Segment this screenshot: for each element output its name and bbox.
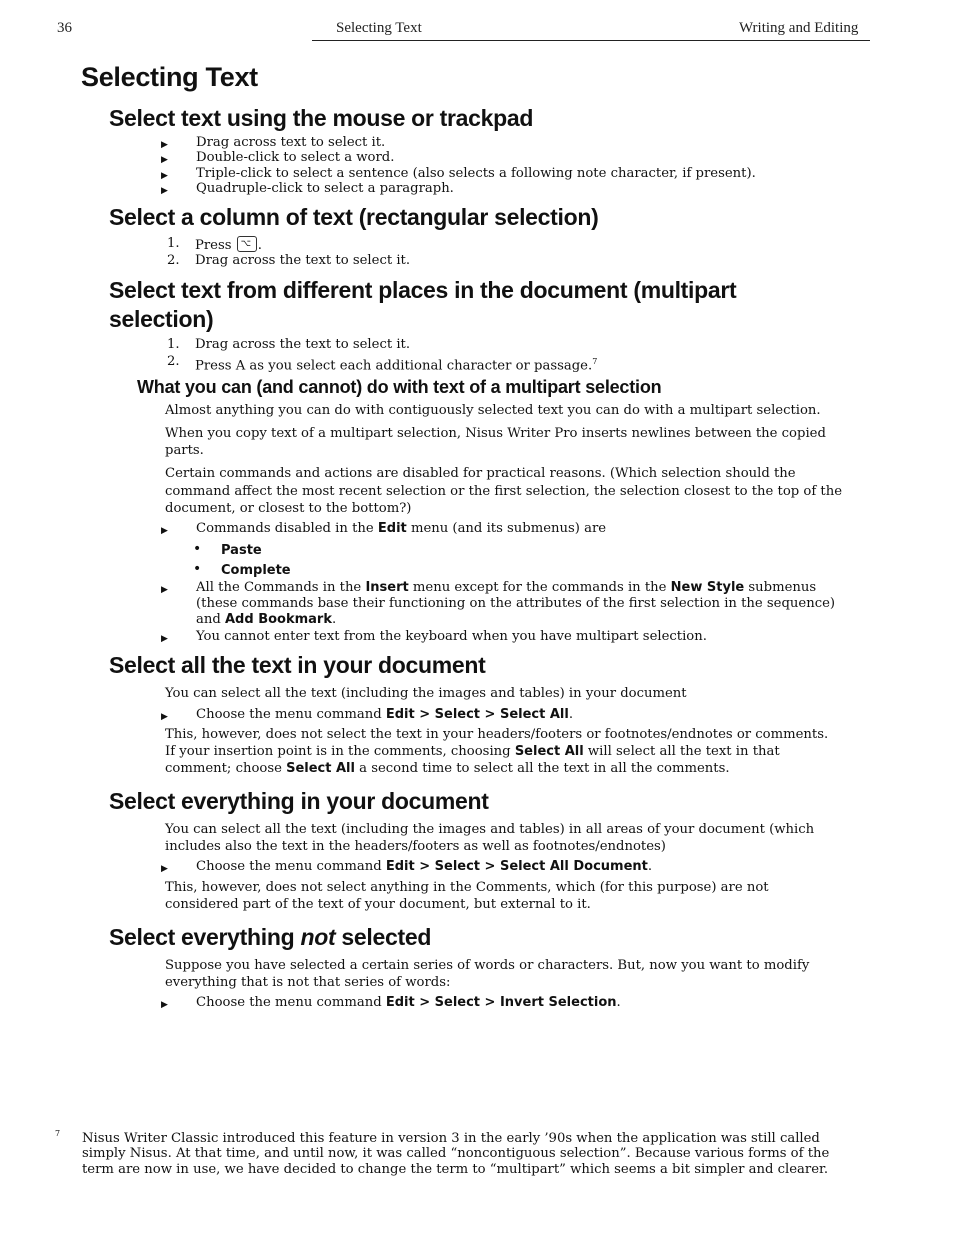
list-item: You cannot enter text from the keyboard when you have multipart selection.: [196, 629, 707, 644]
command-paste: Paste: [221, 543, 262, 558]
command-select-all: Select All: [514, 744, 584, 759]
bullet-icon: ▶: [161, 864, 168, 874]
step-number: 2.: [167, 354, 180, 369]
text: Choose the menu command: [196, 859, 386, 874]
list-item: Drag across text to select it.: [196, 135, 386, 150]
menu-select: Select: [434, 995, 481, 1010]
menu-select-all: Select All: [499, 707, 569, 722]
menu-invert-selection: Invert Selection: [499, 995, 617, 1010]
text: .: [568, 707, 574, 722]
footnote-reference[interactable]: 7: [592, 357, 598, 366]
paragraph: You can select all the text (including the images and tables) in your document: [165, 686, 687, 701]
text: will select all the text in that: [583, 744, 780, 759]
paragraph-line: Suppose you have selected a certain series of words or characters. But, now you want to modify: [165, 958, 810, 973]
step-number: 1.: [167, 337, 180, 352]
step-number: 2.: [167, 253, 180, 268]
text: a second time to select all the text in all the comments.: [354, 761, 730, 776]
footnote-line: term are now in use, we have decided to change the term to “multipart” which seems a bit simpler and clearer.: [82, 1162, 829, 1177]
heading-multipart-selection-l2: selection): [109, 306, 214, 332]
menu-edit: Edit: [385, 995, 415, 1010]
dot-bullet-icon: •: [193, 561, 202, 577]
menu-select: Select: [434, 707, 481, 722]
paragraph-line: includes also the text in the headers/footers as well as footnotes/endnotes): [165, 839, 666, 854]
heading-emphasis: not: [300, 924, 336, 950]
text: Choose the menu command: [196, 707, 386, 722]
menu-select: Select: [434, 859, 481, 874]
bullet-icon: ▶: [161, 585, 168, 595]
heading-multipart-capabilities: What you can (and cannot) do with text of a multipart selection: [137, 377, 662, 397]
step-text: Press A as you select each additional character or passage.: [195, 358, 593, 374]
list-item: Double-click to select a word.: [196, 150, 395, 165]
menu-separator: >: [414, 707, 435, 722]
heading-text: selected: [335, 924, 432, 950]
menu-name-edit: Edit: [377, 521, 407, 536]
paragraph-line: You can select all the text (including the images and tables) in all areas of your document (which: [165, 822, 815, 837]
list-item: Quadruple-click to select a paragraph.: [196, 181, 454, 196]
menu-edit: Edit: [385, 707, 415, 722]
menu-name-insert: Insert: [365, 580, 409, 595]
bullet-icon: ▶: [161, 634, 168, 644]
paragraph-line: document, or closest to the bottom?): [165, 501, 412, 516]
list-item: [196, 521, 606, 538]
bullet-icon: ▶: [161, 171, 168, 181]
text: submenus: [744, 580, 817, 595]
step-press-option: [195, 236, 262, 255]
paragraph-line: This, however, does not select the text in your headers/footers or footnotes/endnotes or comments.: [165, 727, 829, 742]
footnote-marker: 7: [55, 1129, 61, 1138]
paragraph-line: [165, 744, 780, 761]
menu-command-instruction: [196, 859, 652, 876]
menu-separator: >: [414, 859, 435, 874]
command-complete: Complete: [221, 563, 291, 578]
paragraph-line: considered part of the text of your document, but external to it.: [165, 897, 591, 912]
menu-separator: >: [480, 859, 500, 874]
menu-name-new-style: New Style: [670, 580, 745, 595]
page-title: Selecting Text: [81, 62, 258, 92]
heading-invert-selection: [109, 924, 431, 951]
paragraph: Almost anything you can do with contiguously selected text you can do with a multipart selection.: [165, 403, 821, 418]
menu-command-instruction: [196, 707, 573, 724]
paragraph-line: Certain commands and actions are disabled for practical reasons. (Which selection should the: [165, 466, 796, 481]
bullet-icon: ▶: [161, 1000, 168, 1010]
page-number: 36: [57, 20, 72, 36]
text: .: [616, 995, 621, 1010]
heading-select-everything: Select everything in your document: [109, 788, 489, 814]
command-select-all: Select All: [286, 761, 355, 776]
text: menu except for the commands in the: [408, 580, 671, 595]
list-item-line: [196, 612, 336, 629]
step-number: 1.: [167, 236, 180, 251]
running-header-chapter: Writing and Editing: [739, 20, 859, 36]
paragraph-line: This, however, does not select anything in the Comments, which (for this purpose) are not: [165, 880, 769, 895]
bullet-icon: ▶: [161, 186, 168, 196]
footnote-line: simply Nisus. At that time, and until now, it was called “noncontiguous selection”. Because various forms of the: [82, 1146, 830, 1161]
text: menu (and its submenus) are: [406, 521, 607, 536]
text: Commands disabled in the: [196, 521, 378, 536]
text: and: [196, 612, 225, 627]
heading-select-all: Select all the text in your document: [109, 652, 486, 678]
option-key-icon: [237, 236, 257, 252]
text: If your insertion point is in the comments, choosing: [165, 744, 515, 759]
heading-multipart-selection-l1: Select text from different places in the document (multipart: [109, 277, 737, 303]
text: .: [647, 859, 653, 874]
paragraph-line: everything that is not that series of words:: [165, 975, 451, 990]
list-item-line: (these commands base their functioning on the attributes of the first selection in the sequence): [196, 596, 836, 611]
command-add-bookmark: Add Bookmark: [225, 612, 332, 627]
bullet-icon: ▶: [161, 526, 168, 536]
footnote-line: Nisus Writer Classic introduced this feature in version 3 in the early ’90s when the application was still called: [82, 1131, 820, 1146]
step-text: Press: [195, 238, 232, 253]
step-text-end: .: [257, 238, 262, 253]
step-drag: Drag across the text to select it.: [195, 253, 411, 268]
bullet-icon: ▶: [161, 155, 168, 165]
text: All the Commands in the: [196, 580, 366, 595]
paragraph-line: command affect the most recent selection or the first selection, the selection closest to the top of the: [165, 484, 843, 499]
menu-select-all-document: Select All Document: [499, 859, 648, 874]
menu-command-instruction: [196, 995, 621, 1012]
heading-text: Select everything: [109, 924, 301, 950]
paragraph-line: [165, 761, 730, 778]
bullet-icon: ▶: [161, 140, 168, 150]
dot-bullet-icon: •: [193, 541, 202, 557]
menu-separator: >: [414, 995, 435, 1010]
step-press-a: [195, 354, 597, 375]
paragraph-line: parts.: [165, 443, 204, 458]
heading-mouse-selection: Select text using the mouse or trackpad: [109, 105, 534, 131]
text: comment; choose: [165, 761, 287, 776]
text: Choose the menu command: [196, 995, 386, 1010]
paragraph-line: When you copy text of a multipart selection, Nisus Writer Pro inserts newlines between the copied: [165, 426, 826, 441]
list-item: Triple-click to select a sentence (also selects a following note character, if present).: [196, 166, 756, 181]
text: .: [332, 612, 337, 627]
menu-edit: Edit: [385, 859, 415, 874]
bullet-icon: ▶: [161, 712, 168, 722]
menu-separator: >: [480, 707, 500, 722]
running-header-section: Selecting Text: [336, 20, 422, 36]
step-drag: Drag across the text to select it.: [195, 337, 411, 352]
list-item-line: [196, 580, 816, 597]
header-rule: [312, 40, 870, 41]
heading-rectangular-selection: Select a column of text (rectangular selection): [109, 204, 599, 230]
menu-separator: >: [480, 995, 500, 1010]
